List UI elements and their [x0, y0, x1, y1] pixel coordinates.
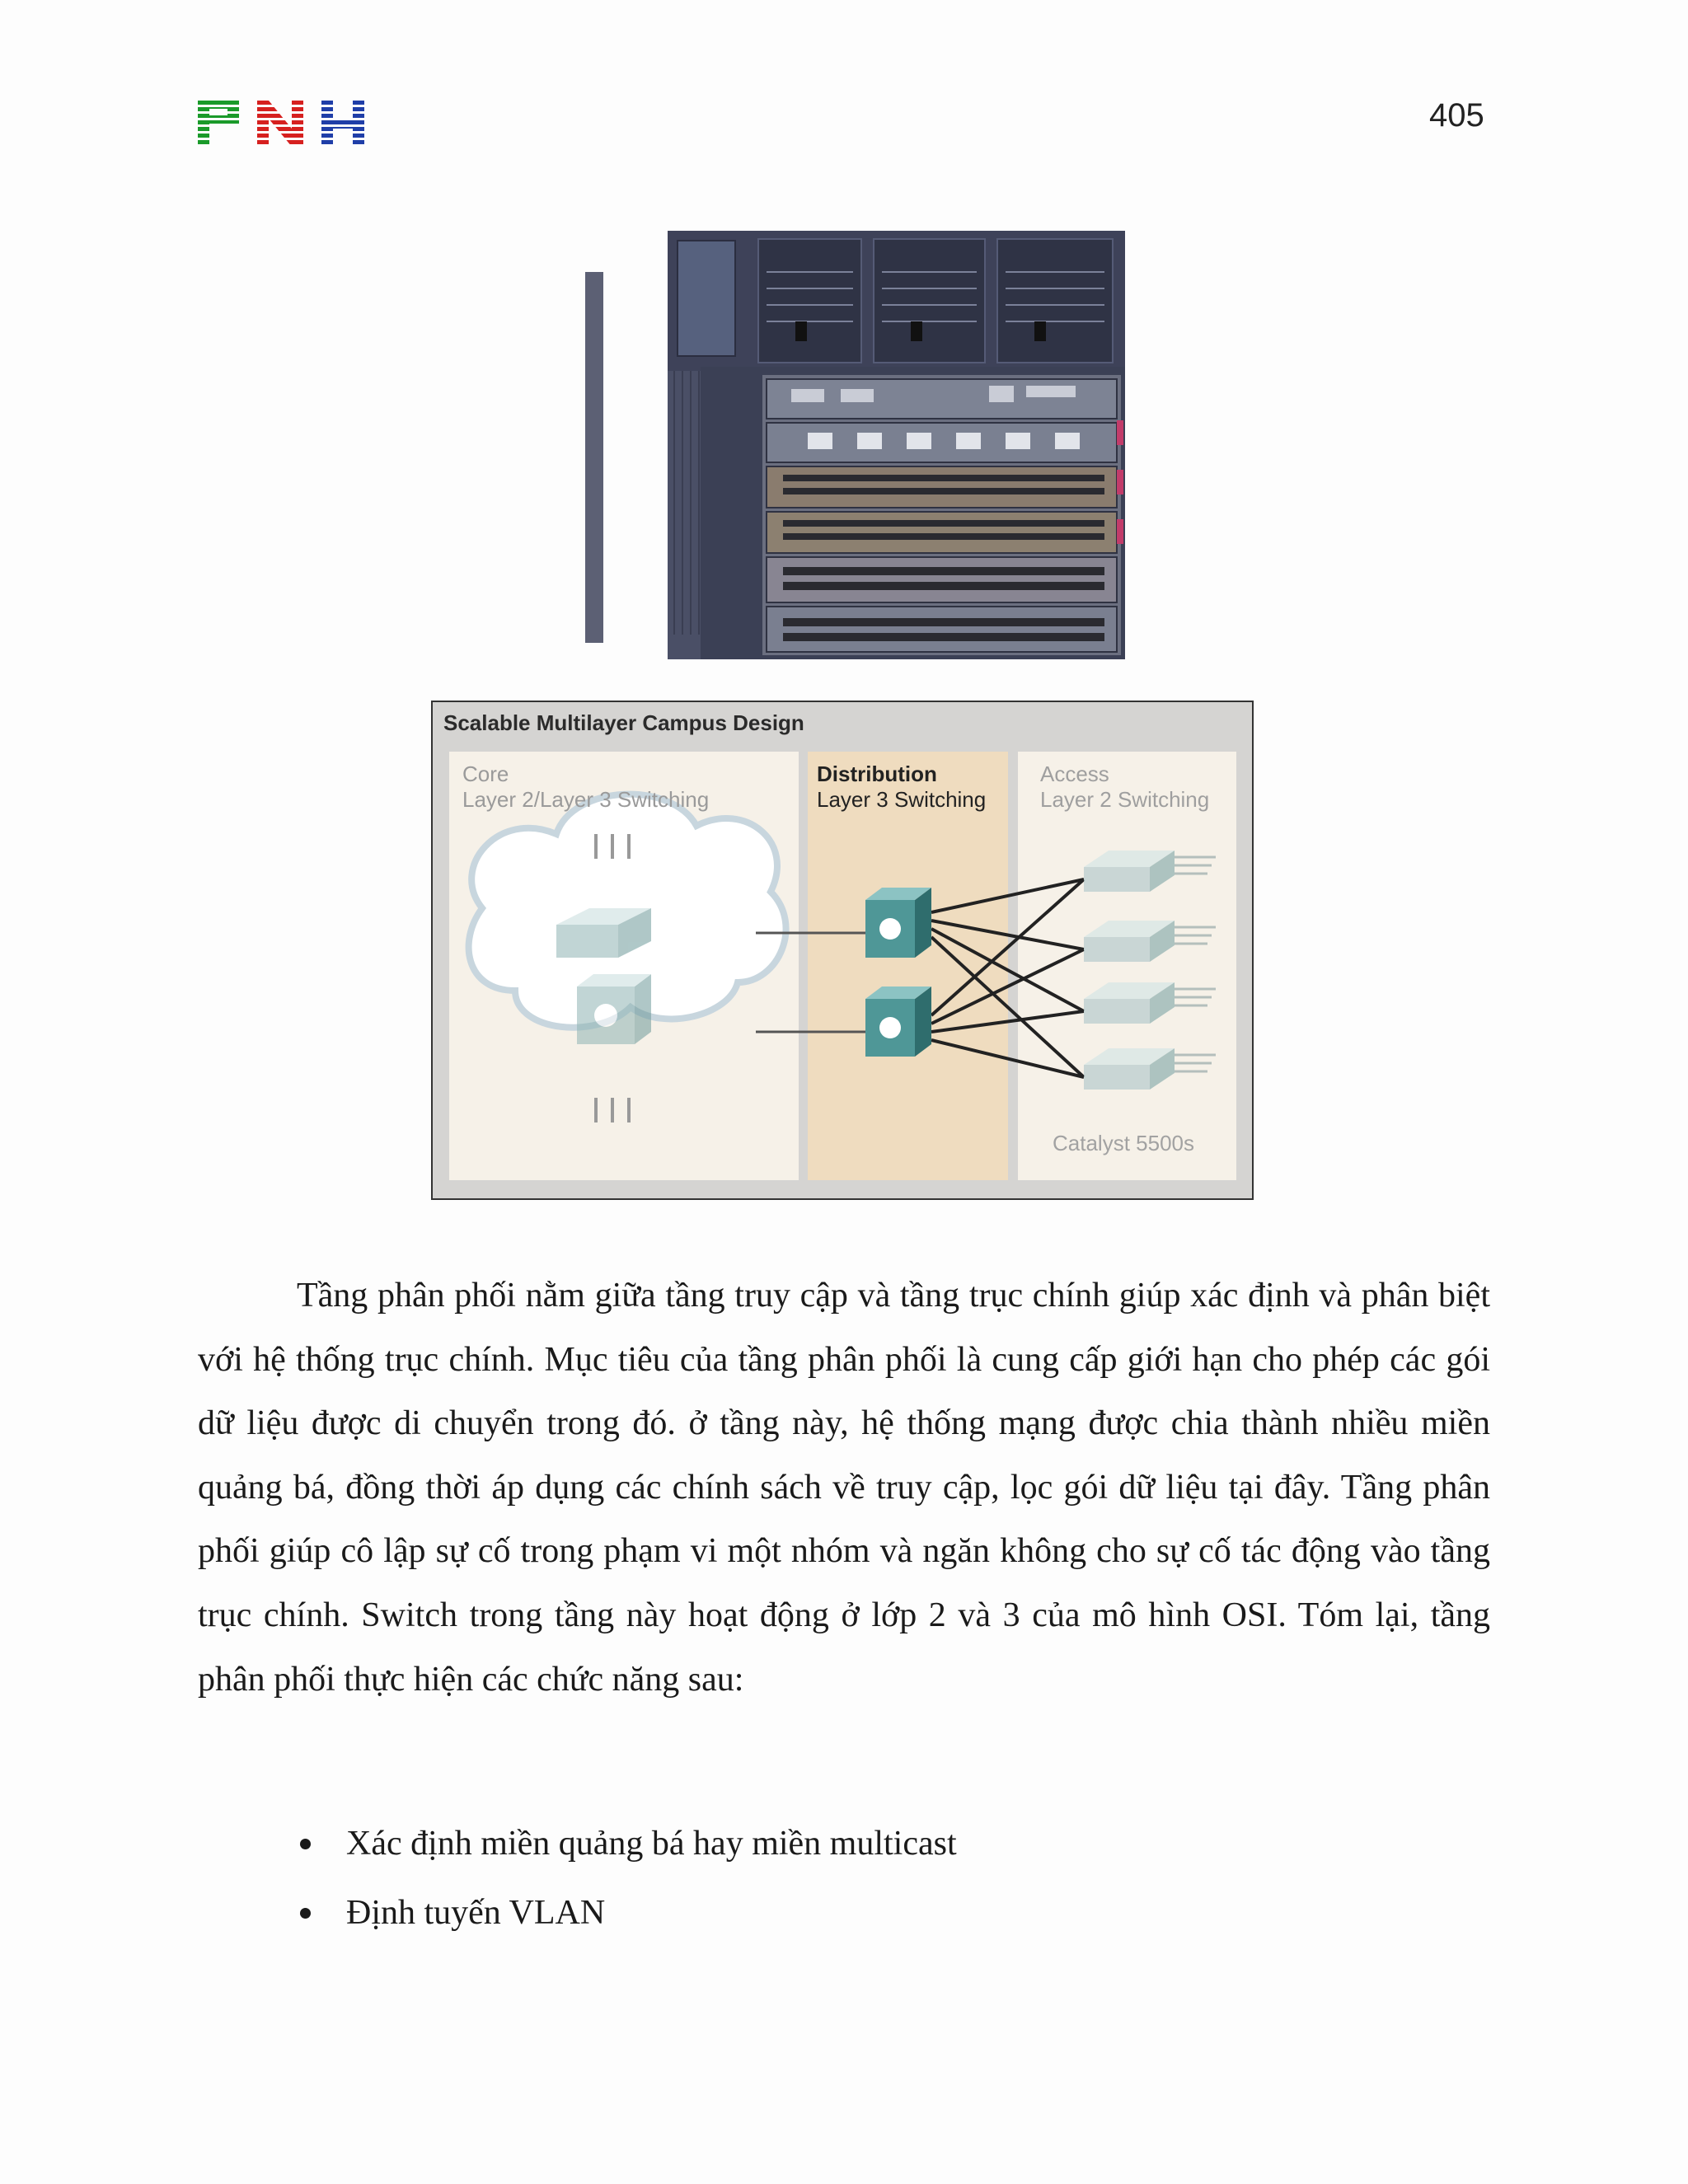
body-paragraph: Tầng phân phối nằm giữa tầng truy cập và tầng trục chính giúp xác định và phân biệt với hệ thống trục chính. Mục tiêu của tầng phân phối là cung cấp giới hạn cho phép các gói dữ liệu được di chuyển trong đó. ở tầng này, hệ thống mạng được chia thành nhiều miền quảng bá, đồng thời áp dụng các chính sách về truy cập, lọc gói dữ liệu tại đây. Tầng phân phối giúp cô lập sự cố trong phạm vi một nhóm và ngăn không cho sự cố tác động vào tầng trục chính. Switch trong tầng này hoạt động ở lớp 2 và 3 của mô hình OSI. Tóm lại, tầng phân phối thực hiện các chức năng sau:: [198, 1277, 1490, 1699]
diagram-title: Scalable Multilayer Campus Design: [443, 710, 804, 735]
access-label: [1040, 762, 1209, 813]
core-label: [462, 762, 709, 813]
pnh-logo: [198, 101, 366, 152]
bullet-item: Định tuyến VLAN: [198, 1878, 1490, 1947]
distribution-switch-2-icon: [865, 987, 931, 1057]
pnh-logo-graphic: [198, 101, 366, 148]
bullet-item: Xác định miền quảng bá hay miền multicast: [198, 1809, 1490, 1878]
catalyst-label: Catalyst 5500s: [1053, 1131, 1194, 1155]
distribution-subtitle: Layer 3 Switching: [817, 787, 987, 812]
distribution-panel: [808, 752, 1008, 1180]
distribution-switch-1-icon: [865, 888, 931, 958]
core-subtitle: Layer 2/Layer 3 Switching: [462, 787, 710, 812]
chassis-switch-photo: [577, 223, 1137, 668]
access-subtitle: Layer 2 Switching: [1040, 787, 1210, 812]
distribution-label: [817, 762, 986, 813]
page-number: 405: [1429, 97, 1484, 134]
core-title: Core: [462, 762, 509, 786]
bullet-list: [198, 1809, 1490, 1947]
distribution-title: Distribution: [817, 762, 937, 786]
core-router-icon: [577, 974, 651, 1044]
campus-design-diagram: [431, 701, 1254, 1200]
access-title: Access: [1040, 762, 1109, 786]
